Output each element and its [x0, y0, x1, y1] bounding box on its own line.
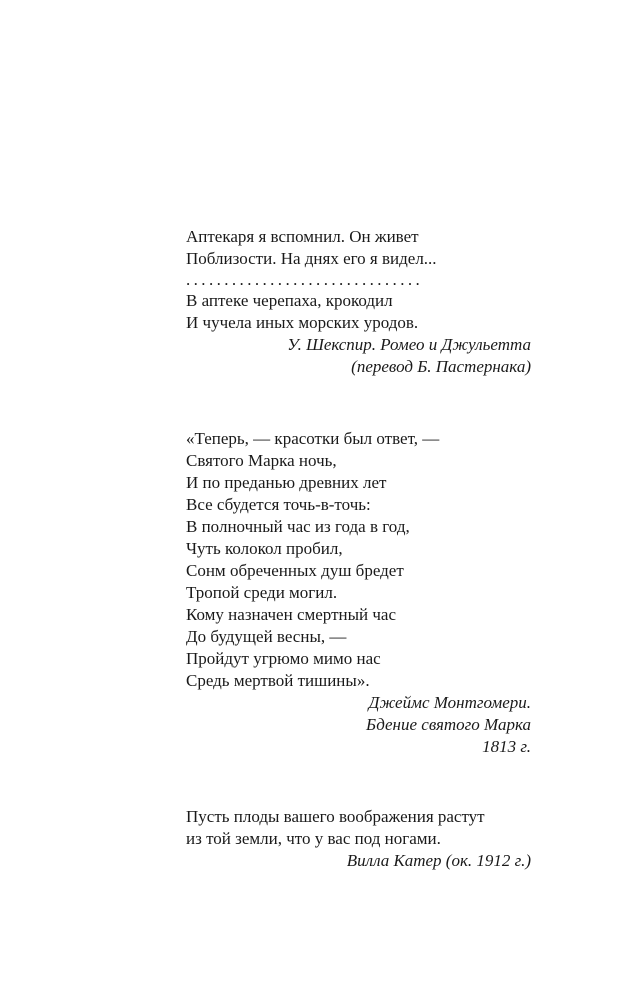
verse-line: Все сбудется точь-в-точь: [186, 495, 371, 514]
verse-line: Пройдут угрюмо мимо нас [186, 649, 381, 668]
verse-line: Святого Марка ночь, [186, 451, 337, 470]
quote-line: из той земли, что у вас под ногами. [186, 829, 441, 848]
verse-line: До будущей весны, — [186, 627, 347, 646]
verse-line: Тропой среди могил. [186, 583, 338, 602]
attribution-author: Вилла Катер (ок. 1912 г.) [346, 851, 531, 870]
verse-line: Кому назначен смертный час [186, 605, 397, 624]
quote-line: Пусть плоды вашего воображения растут [186, 807, 485, 826]
epigraph-cather [186, 806, 531, 872]
attribution-year: 1813 г. [482, 737, 531, 756]
verse-line: Аптекаря я вспомнил. Он живет [186, 227, 419, 246]
attribution-author: Джеймс Монтгомери. [368, 693, 531, 712]
epigraph-montgomery [186, 428, 531, 758]
verse-line: Средь мертвой тишины». [186, 671, 370, 690]
epigraph-shakespeare [186, 226, 531, 378]
verse-line: В полночный час из года в год, [186, 517, 410, 536]
verse-line: И чучела иных морских уродов. [186, 313, 419, 332]
verse-line: Поблизости. На днях его я видел... [186, 249, 437, 268]
verse-line: Чуть колокол пробил, [186, 539, 343, 558]
ellipsis-divider: ............................... [186, 270, 424, 289]
verse-line: И по преданью древних лет [186, 473, 387, 492]
verse-line: Сонм обреченных душ бредет [186, 561, 404, 580]
attribution-translator: (перевод Б. Пастернака) [351, 357, 531, 376]
verse-line: «Теперь, — красотки был ответ, — [186, 429, 440, 448]
attribution-work: Бдение святого Марка [365, 715, 531, 734]
verse-line: В аптеке черепаха, крокодил [186, 291, 393, 310]
attribution-author: У. Шекспир. Ромео и Джульетта [287, 335, 531, 354]
